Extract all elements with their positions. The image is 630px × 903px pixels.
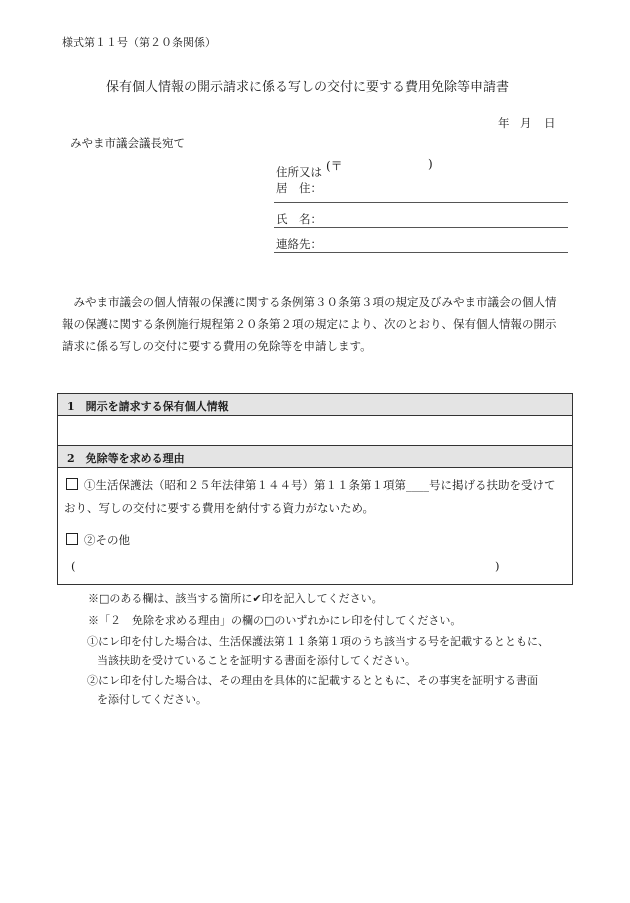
address-label: 住所又は <box>276 165 322 179</box>
address-field[interactable] <box>274 202 568 203</box>
form-number: 様式第１１号（第２０条関係） <box>62 36 216 49</box>
date-month[interactable]: 月 <box>520 116 532 130</box>
application-table <box>57 393 573 585</box>
option1-text-line2: おり、写しの交付に要する費用を納付する資力がないため。 <box>64 501 375 515</box>
option2-checkbox[interactable] <box>66 533 78 545</box>
body-line: みやま市議会の個人情報の保護に関する条例第３０条第３項の規定及びみやま市議会の個人情 <box>62 295 557 309</box>
section2-header <box>58 446 572 468</box>
option1-checkbox[interactable] <box>66 478 78 490</box>
body-line: 請求に係る写しの交付に要する費用の免除等を申請します。 <box>62 339 372 353</box>
section1-field[interactable] <box>58 416 572 446</box>
option1-text-line1: ①生活保護法（昭和２５年法律第１４４号）第１１条第１項第____号に掲げる扶助を受けて <box>84 478 556 492</box>
body-line: 報の保護に関する条例施行規程第２０条第２項の規定により、次のとおり、保有個人情報の開示 <box>62 317 557 331</box>
other-reason-field[interactable] <box>80 557 490 575</box>
note-reason: ※「２ 免除を求める理由」の欄の□のいずれかにレ印を付してください。 <box>88 614 462 627</box>
residence-label: 居 住： <box>276 181 322 195</box>
contact-label: 連絡先： <box>276 237 322 251</box>
other-reason-paren-close: ) <box>495 559 500 573</box>
date-year[interactable]: 年 <box>498 116 510 130</box>
document-title: 保有個人情報の開示請求に係る写しの交付に要する費用免除等申請書 <box>106 80 510 95</box>
contact-field[interactable] <box>274 252 568 253</box>
note-checkbox: ※□のある欄は、該当する箇所に✔印を記入してください。 <box>88 592 383 605</box>
postal-close: ) <box>428 157 433 171</box>
name-field[interactable] <box>274 227 568 228</box>
note-option1-b: 当該扶助を受けていることを証明する書面を添付してください。 <box>97 654 416 667</box>
section2-header-text: 2 免除等を求める理由 <box>67 452 185 465</box>
postal-open: (〒 <box>326 159 343 173</box>
body-paragraph <box>62 291 578 357</box>
option2-text: ②その他 <box>84 533 130 547</box>
name-label: 氏 名： <box>276 212 322 226</box>
note-option2-b: を添付してください。 <box>97 693 207 706</box>
section1-header-text: 1 開示を請求する保有個人情報 <box>67 400 229 413</box>
addressee: みやま市議会議長宛て <box>70 136 185 150</box>
date-day[interactable]: 日 <box>544 116 556 130</box>
other-reason-paren-open: ( <box>71 559 76 573</box>
note-option2-a: ②にレ印を付した場合は、その理由を具体的に記載するとともに、その事実を証明する書面 <box>87 674 538 687</box>
note-option1-a: ①にレ印を付した場合は、生活保護法第１１条第１項のうち該当する号を記載するとともに、 <box>87 635 549 648</box>
section1-header <box>58 394 572 416</box>
